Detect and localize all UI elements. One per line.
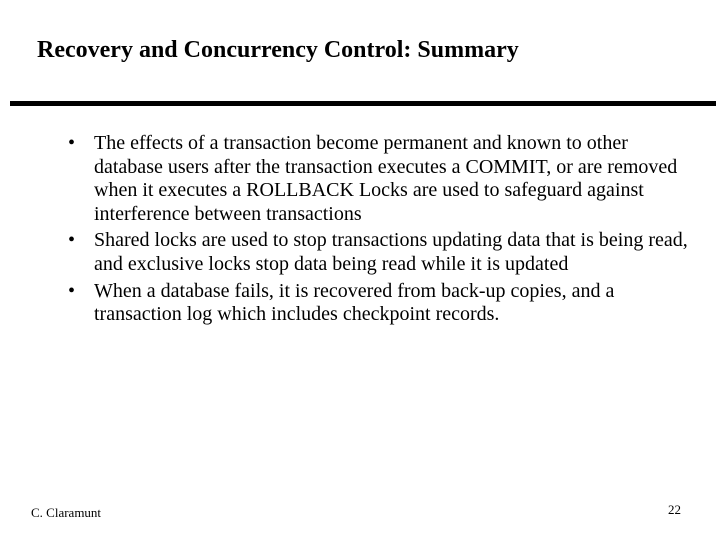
bullet-marker: • — [68, 279, 76, 302]
title-divider — [10, 101, 716, 106]
bullet-text: When a database fails, it is recovered from back-up copies, and a transaction log which includes checkpoint records. — [94, 279, 615, 326]
bullet-marker: • — [68, 132, 76, 154]
bullet-text: The effects of a transaction become permanent and known to other database users after the transaction executes a COMMIT, or are removed when it executes a ROLLBACK Locks are used to safeguard against interference between transactions — [94, 132, 678, 225]
bullet-item-commit-rollback — [68, 132, 698, 226]
bullet-item-recovery — [68, 280, 698, 327]
page-number: 22 — [668, 502, 681, 517]
footer-author: C. Claramunt — [31, 505, 102, 520]
bullet-text: Shared locks are used to stop transactions updating data that is being read, and exclusive locks stop data being read while it is updated — [94, 229, 688, 275]
bullet-item-locks — [68, 229, 698, 276]
slide-title: Recovery and Concurrency Control: Summary — [37, 37, 519, 63]
bullet-list — [68, 132, 698, 330]
bullet-marker: • — [68, 229, 76, 252]
